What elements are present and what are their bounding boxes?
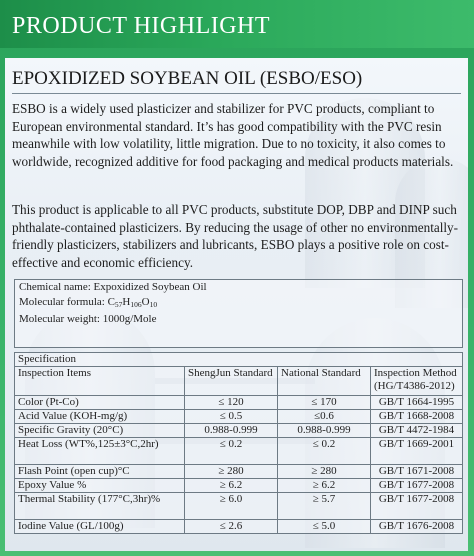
specification-table (14, 352, 463, 534)
table-cell: Thermal Stability (177°C,3hr)% (15, 493, 185, 520)
content-panel (5, 58, 468, 551)
table-cell: ≤ 0.2 (278, 438, 371, 465)
molecular-weight: Molecular weight: 1000g/Mole (19, 313, 157, 325)
molecular-formula (15, 295, 462, 312)
table-caption: Specification (15, 353, 463, 367)
formula-label: Molecular formula: C (19, 296, 115, 308)
table-row (15, 465, 463, 479)
table-cell: Epoxy Value % (15, 479, 185, 493)
table-cell: GB/T 4472-1984 (371, 424, 463, 438)
table-cell: ≥ 280 (278, 465, 371, 479)
table-cell: ≥ 5.7 (278, 493, 371, 520)
table-cell: Specific Gravity (20°C) (15, 424, 185, 438)
formula-h-label: H (122, 296, 131, 308)
table-cell: GB/T 1676-2008 (371, 520, 463, 534)
title-divider (12, 93, 461, 94)
table-row (15, 396, 463, 410)
table-row (15, 424, 463, 438)
table-cell: Iodine Value (GL/100g) (15, 520, 185, 534)
chemical-name: Chemical name: Expoxidized Soybean Oil (19, 281, 207, 293)
header-banner (0, 0, 474, 48)
description-paragraph: This product is applicable to all PVC products, substitute DOP, DBP and DINP such phthalate-contained plasticizers. By reducing the usage of other no environmentally-friendly plasticizers, stabilizers and lubricants, ESBO plays a positive role on cost-effective and economic efficiency. (12, 202, 459, 270)
table-cell: ≤ 5.0 (278, 520, 371, 534)
header-cell: National Standard (278, 367, 371, 396)
table-cell: ≤ 120 (185, 396, 278, 410)
description-paragraph: ESBO is a widely used plasticizer and stabilizer for PVC products, compliant to European environmental standard. It’s has good compatibility with the PVC resin meanwhile with low volatility, little migration. Due to no toxicity, it also comes to worldwide, recognized additive for food packaging and medical products materials. (12, 101, 454, 169)
header-cell: Inspection Items (15, 367, 185, 396)
table-cell: GB/T 1671-2008 (371, 465, 463, 479)
section-title: EPOXIDIZED SOYBEAN OIL (ESBO/ESO) (12, 68, 363, 89)
formula-h-count: 106 (130, 300, 142, 309)
table-row (15, 410, 463, 424)
table-cell: Color (Pt-Co) (15, 396, 185, 410)
table-cell: ≤ 0.2 (185, 438, 278, 465)
table-cell: Flash Point (open cup)°C (15, 465, 185, 479)
table-row (15, 479, 463, 493)
table-cell: GB/T 1664-1995 (371, 396, 463, 410)
table-cell: GB/T 1668-2008 (371, 410, 463, 424)
table-cell: ≥ 6.2 (278, 479, 371, 493)
table-header-row (15, 367, 463, 396)
table-cell: ≤0.6 (278, 410, 371, 424)
header-cell: Inspection Method (HG/T4386-2012) (371, 367, 463, 396)
table-cell: ≥ 280 (185, 465, 278, 479)
table-row (15, 493, 463, 520)
table-cell: GB/T 1677-2008 (371, 493, 463, 520)
table-cell: Heat Loss (WT%,125±3°C,2hr) (15, 438, 185, 465)
formula-c-count: 57 (114, 300, 123, 309)
formula-o-label: O (141, 296, 150, 308)
header-cell: ShengJun Standard (185, 367, 278, 396)
page-title: PRODUCT HIGHLIGHT (12, 13, 271, 39)
table-cell: ≥ 6.2 (185, 479, 278, 493)
table-row (15, 520, 463, 534)
table-cell: GB/T 1669-2001 (371, 438, 463, 465)
chemical-info-box (14, 279, 463, 348)
table-row (15, 438, 463, 465)
table-cell: ≥ 6.0 (185, 493, 278, 520)
table-caption-row (15, 353, 463, 367)
formula-o-count: 10 (149, 300, 158, 309)
table-cell: 0.988-0.999 (278, 424, 371, 438)
table-cell: GB/T 1677-2008 (371, 479, 463, 493)
table-cell: ≤ 0.5 (185, 410, 278, 424)
table-cell: ≤ 170 (278, 396, 371, 410)
table-cell: Acid Value (KOH-mg/g) (15, 410, 185, 424)
table-cell: ≤ 2.6 (185, 520, 278, 534)
table-cell: 0.988-0.999 (185, 424, 278, 438)
